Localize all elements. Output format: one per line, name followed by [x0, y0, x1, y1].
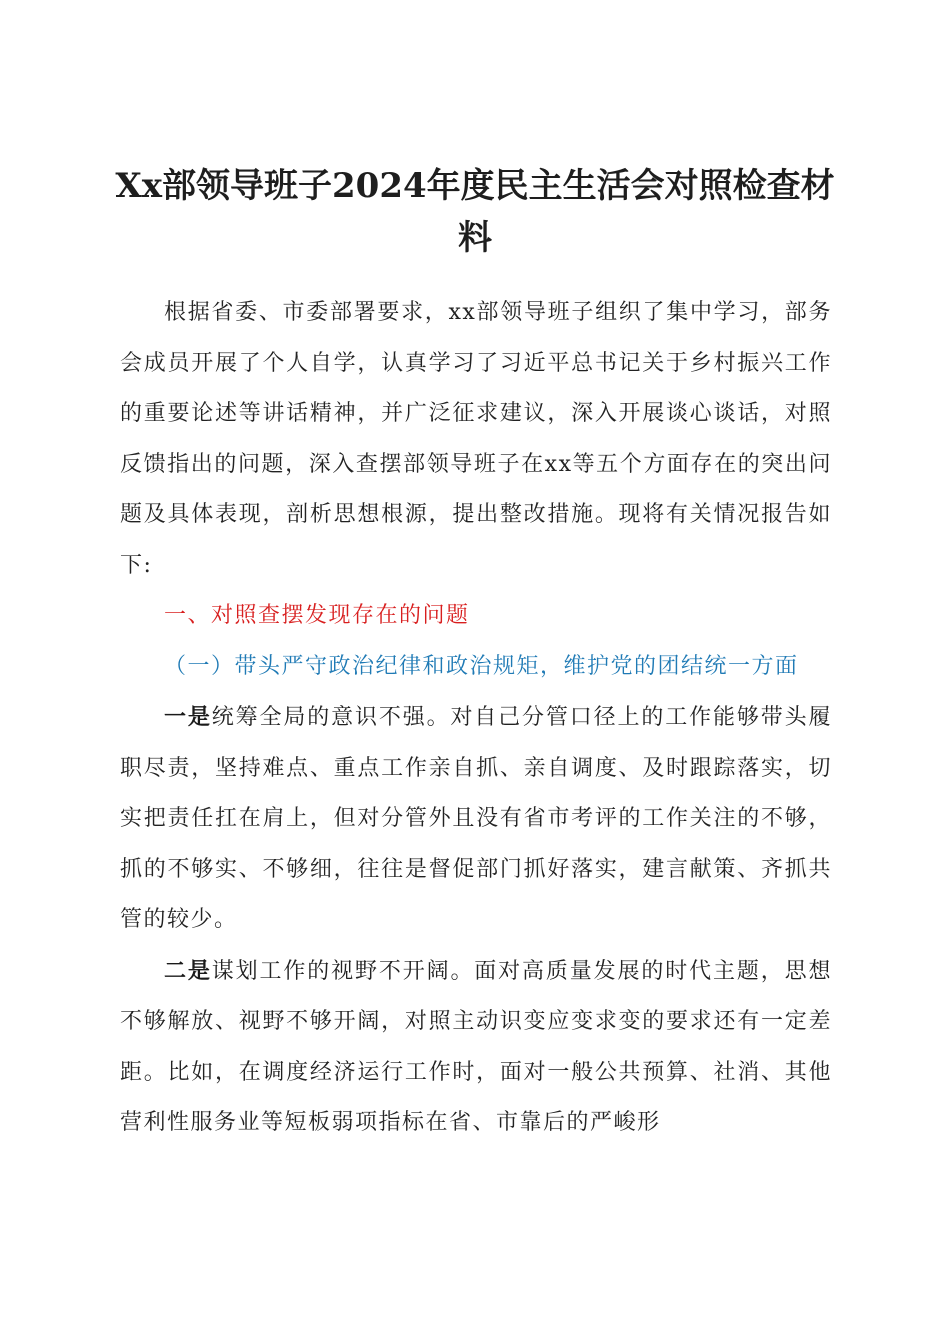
point-lead-2: 二是: [164, 957, 212, 984]
point-paragraph-1: [120, 692, 832, 946]
intro-paragraph: 根据省委、市委部署要求，xx部领导班子组织了集中学习，部务会成员开展了个人自学，认真学习了习近平总书记关于乡村振兴工作的重要论述等讲话精神，并广泛征求建议，深入开展谈心谈话，对照反馈指出的问题，深入查摆部领导班子在xx等五个方面存在的突出问题及具体表现，剖析思想根源，提出整改措施。现将有关情况报告如下:: [120, 300, 832, 578]
point-paragraph-2: [120, 946, 832, 1149]
document-title: Xx部领导班子2024年度民主生活会对照检查材料: [115, 166, 835, 258]
subsection-heading: （一）带头严守政治纪律和政治规矩，维护党的团结统一方面: [164, 653, 799, 679]
point-text-1: 统筹全局的意识不强。对自己分管口径上的工作能够带头履职尽责，坚持难点、重点工作亲自抓、亲自调度、及时跟踪落实，切实把责任扛在肩上，但对分管外且没有省市考评的工作关注的不够，抓的不够实、不够细，往往是督促部门抓好落实，建言献策、齐抓共管的较少。: [120, 705, 832, 932]
section-heading: 一、对照查摆发现存在的问题: [164, 603, 470, 628]
document-body: [120, 288, 832, 1149]
point-lead-1: 一是: [164, 704, 212, 730]
point-text-2: 谋划工作的视野不开阔。面对高质量发展的时代主题，思想不够解放、视野不够开阔，对照主动识变应变求变的要求还有一定差距。比如，在调度经济运行工作时，面对一般公共预算、社消、其他营利性服务业等短板弱项指标在省、市靠后的严峻形: [120, 958, 832, 1135]
